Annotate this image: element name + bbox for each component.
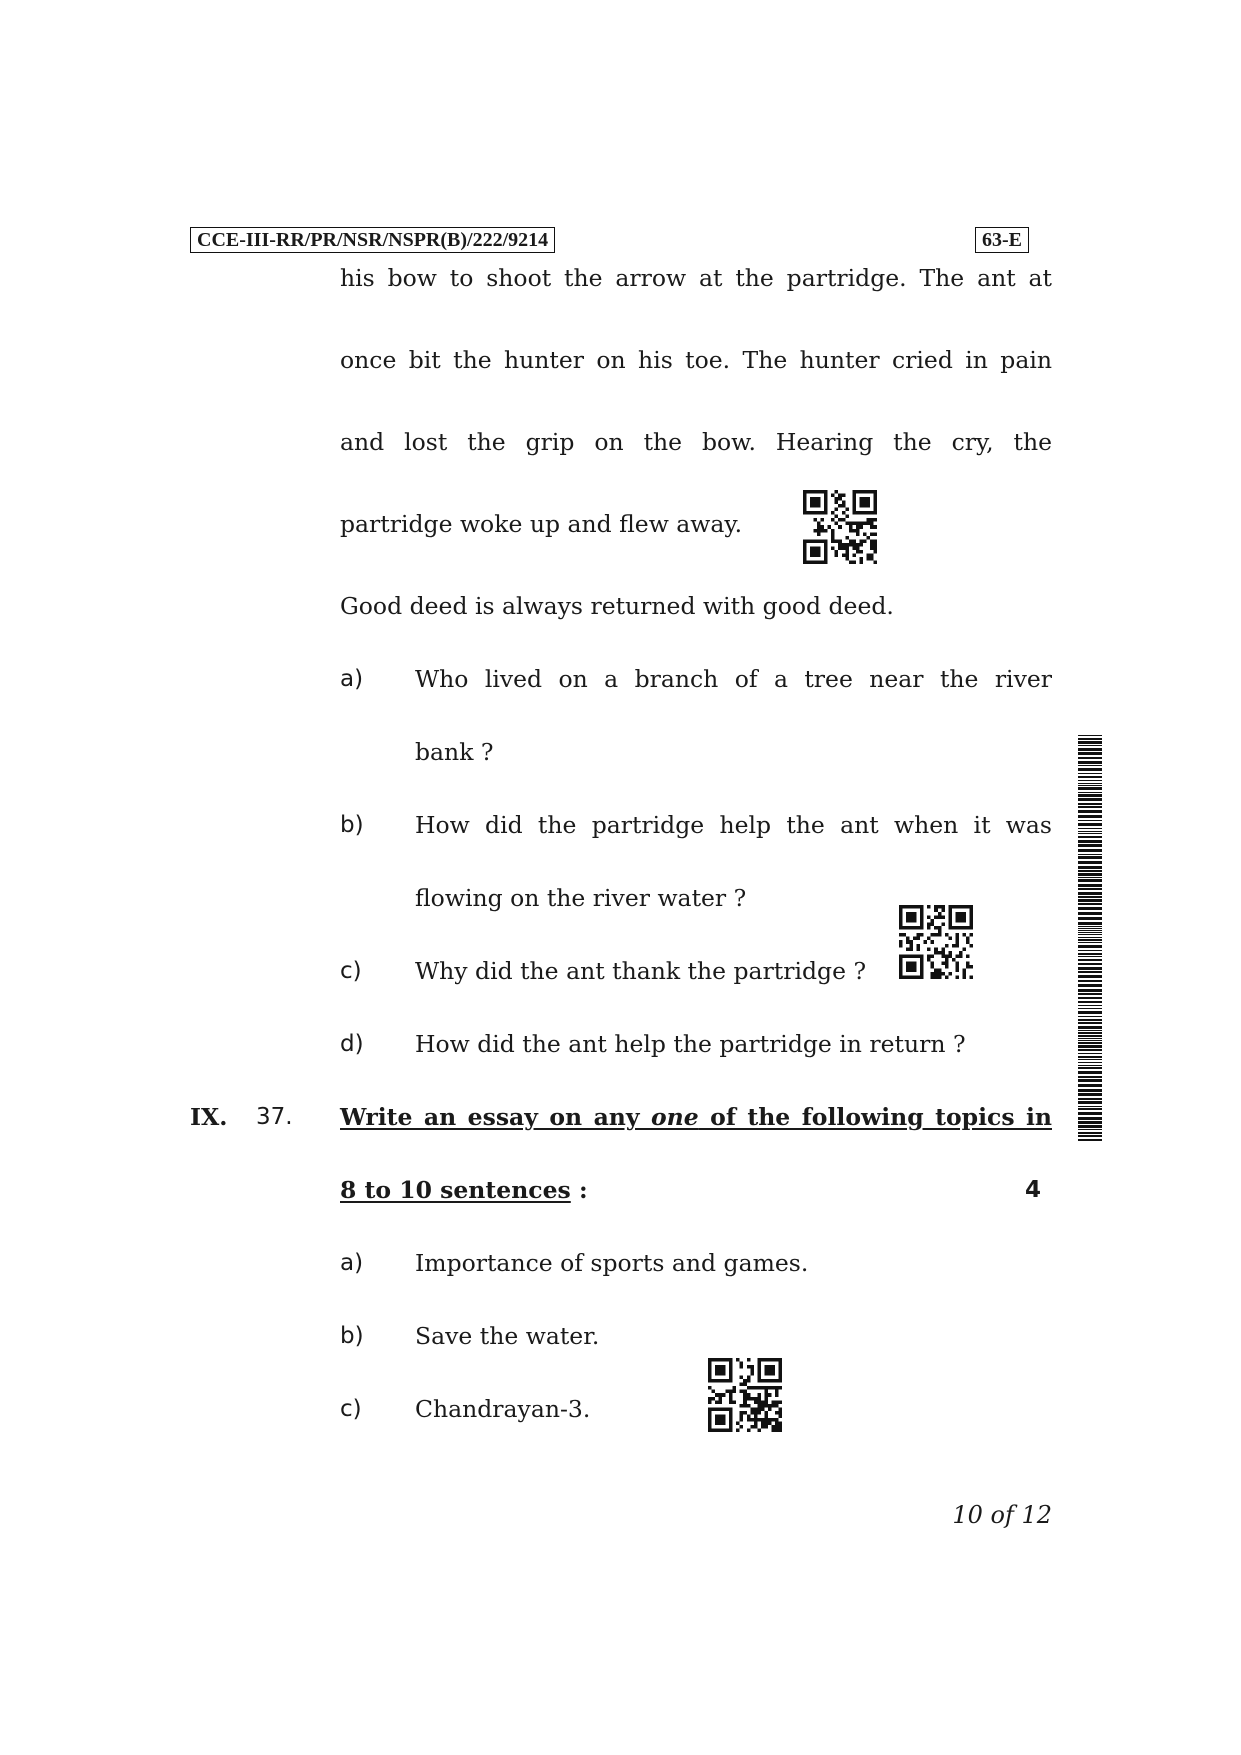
question-a-line-2: bank ? xyxy=(415,738,494,766)
emphasis-one: one xyxy=(650,1103,699,1131)
page-number: 10 of 12 xyxy=(952,1501,1052,1529)
question-number: 37. xyxy=(256,1104,293,1130)
barcode-icon xyxy=(1078,735,1102,1143)
passage-line-1: his bow to shoot the arrow at the partridge. The ant at xyxy=(340,264,1052,292)
topic-c-label: c) xyxy=(340,1396,362,1422)
paper-code-box xyxy=(190,227,555,253)
paper-code: CCE-III-RR/PR/NSR/NSPR(B)/222/9214 xyxy=(197,229,549,251)
topic-a-label: a) xyxy=(340,1250,364,1276)
question-b-line-1: How did the partridge help the ant when it was xyxy=(415,811,1052,839)
topic-a-text: Importance of sports and games. xyxy=(415,1249,809,1277)
paper-id: 63-E xyxy=(982,229,1022,251)
qr-code-icon xyxy=(708,1358,782,1432)
question-a-label: a) xyxy=(340,666,364,692)
marks: 4 xyxy=(1025,1177,1042,1203)
question-c-label: c) xyxy=(340,958,362,984)
topic-c-text: Chandrayan-3. xyxy=(415,1395,591,1423)
passage-line-3: and lost the grip on the bow. Hearing the cry, the xyxy=(340,428,1052,456)
topic-b-text: Save the water. xyxy=(415,1322,600,1350)
essay-instruction-line-1: Write an essay on any one of the following topics in xyxy=(340,1103,1052,1131)
qr-code-icon xyxy=(803,490,877,564)
passage-line-5: Good deed is always returned with good deed. xyxy=(340,592,894,620)
passage-line-2: once bit the hunter on his toe. The hunter cried in pain xyxy=(340,346,1052,374)
question-b-label: b) xyxy=(340,812,364,838)
question-c-line-1: Why did the ant thank the partridge ? xyxy=(415,957,867,985)
passage-line-4: partridge woke up and flew away. xyxy=(340,510,743,538)
question-d-label: d) xyxy=(340,1031,364,1057)
essay-instruction-line-2: 8 to 10 sentences : xyxy=(340,1176,588,1204)
question-a-line-1: Who lived on a branch of a tree near the river xyxy=(415,665,1052,693)
question-d-line-1: How did the ant help the partridge in return ? xyxy=(415,1030,966,1058)
qr-code-icon xyxy=(899,905,973,979)
question-b-line-2: flowing on the river water ? xyxy=(415,884,747,912)
topic-b-label: b) xyxy=(340,1323,364,1349)
paper-id-box xyxy=(975,227,1029,253)
section-number: IX. xyxy=(190,1103,228,1131)
